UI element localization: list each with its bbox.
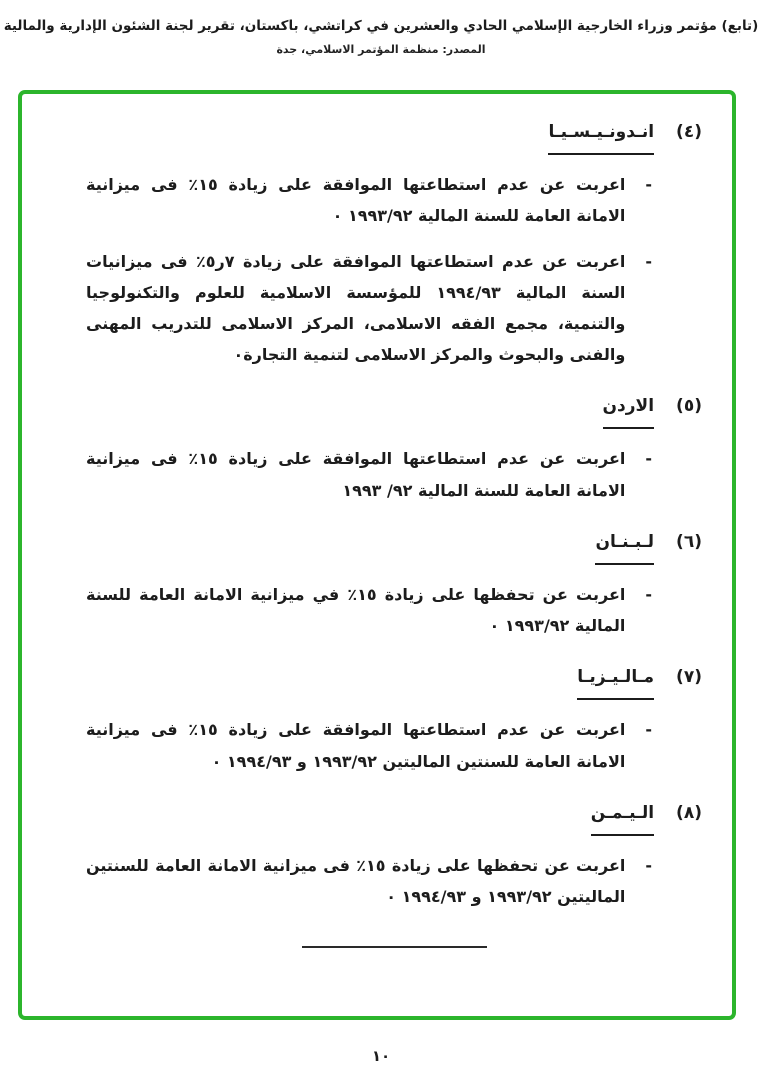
bullet-text: اعربت عن تحفظها على زيادة ١٥٪ فى ميزانية الامانة العامة للسنتين الماليتين ١٩٩٣/٩٢ و ١٩٩٤/٩٣ ٠ <box>86 855 626 907</box>
bullet-dash: - <box>645 449 652 469</box>
green-highlight-frame <box>18 90 736 1020</box>
bullet-item <box>86 443 702 505</box>
section-indonesia <box>86 116 702 370</box>
section-title: لـبـنـان <box>595 526 654 565</box>
bullet-item <box>86 169 702 231</box>
document-content <box>22 94 732 948</box>
section-title: مـالـيـزيـا <box>577 661 654 700</box>
section-title: الاردن <box>603 390 655 429</box>
section-heading <box>86 116 702 155</box>
footnote-divider <box>302 946 487 948</box>
section-heading <box>86 661 702 700</box>
header-source: المصدر: منظمة المؤتمر الاسلامي، جدة <box>276 43 486 56</box>
bullet-dash: - <box>645 720 652 740</box>
section-yemen <box>86 797 702 913</box>
bullet-dash: - <box>645 175 652 195</box>
bullet-dash: - <box>645 855 652 875</box>
header-title: (تابع) مؤتمر وزراء الخارجية الإسلامي الحادي والعشرين في كراتشي، باكستان، تقرير لجنة الشئون الإدارية والمالية <box>3 18 759 34</box>
section-title: الـيـمـن <box>591 797 654 836</box>
section-heading <box>86 526 702 565</box>
page-number: ١٠ <box>371 1047 391 1065</box>
section-number: (٧) <box>676 667 702 688</box>
bullet-text: اعربت عن تحفظها على زيادة ١٥٪ في ميزانية الامانة العامة للسنة المالية ١٩٩٣/٩٢ ٠ <box>86 584 626 636</box>
document-header <box>0 18 762 56</box>
section-number: (٥) <box>676 396 702 417</box>
section-number: (٤) <box>676 122 702 142</box>
bullet-text: اعربت عن عدم استطاعتها الموافقة على زيادة ١٥٪ فى ميزانية الامانة العامة للسنتين الماليتين ١٩٩٣/٩٢ و ١٩٩٤/٩٣ ٠ <box>86 720 626 771</box>
section-heading <box>86 797 702 836</box>
bullet-text: اعربت عن عدم استطاعتها الموافقة على زيادة ٧ر٥٪ فى ميزانيات السنة المالية ١٩٩٤/٩٣ للمؤسسة الاسلامية للعلوم والتكنولوجيا والتنمية، مجمع الفقه الاسلامى، المركز الاسلامى للتدريب المهنى والفنى والبحوث والمركز الاسلامى لتنمية التجارة٠ <box>86 251 626 365</box>
section-lebanon <box>86 526 702 642</box>
section-heading <box>86 390 702 429</box>
bullet-dash: - <box>645 251 652 271</box>
bullet-item <box>86 850 702 912</box>
section-title: انـدونـيـسـيـا <box>548 116 654 155</box>
bullet-item <box>86 714 702 776</box>
bullet-text: اعربت عن عدم استطاعتها الموافقة على زيادة ١٥٪ فى ميزانية الامانة العامة للسنة المالية ١٩٩٣/٩٢ ٠ <box>86 175 626 226</box>
section-number: (٨) <box>676 802 702 823</box>
bullet-dash: - <box>645 584 652 604</box>
bullet-item <box>86 246 702 371</box>
section-number: (٦) <box>676 531 702 552</box>
section-malaysia <box>86 661 702 777</box>
bullet-text: اعربت عن عدم استطاعتها الموافقة على زيادة ١٥٪ فى ميزانية الامانة العامة للسنة المالية ٩٢/ ١٩٩٣ <box>86 449 626 500</box>
bullet-item <box>86 579 702 641</box>
section-jordan <box>86 390 702 506</box>
